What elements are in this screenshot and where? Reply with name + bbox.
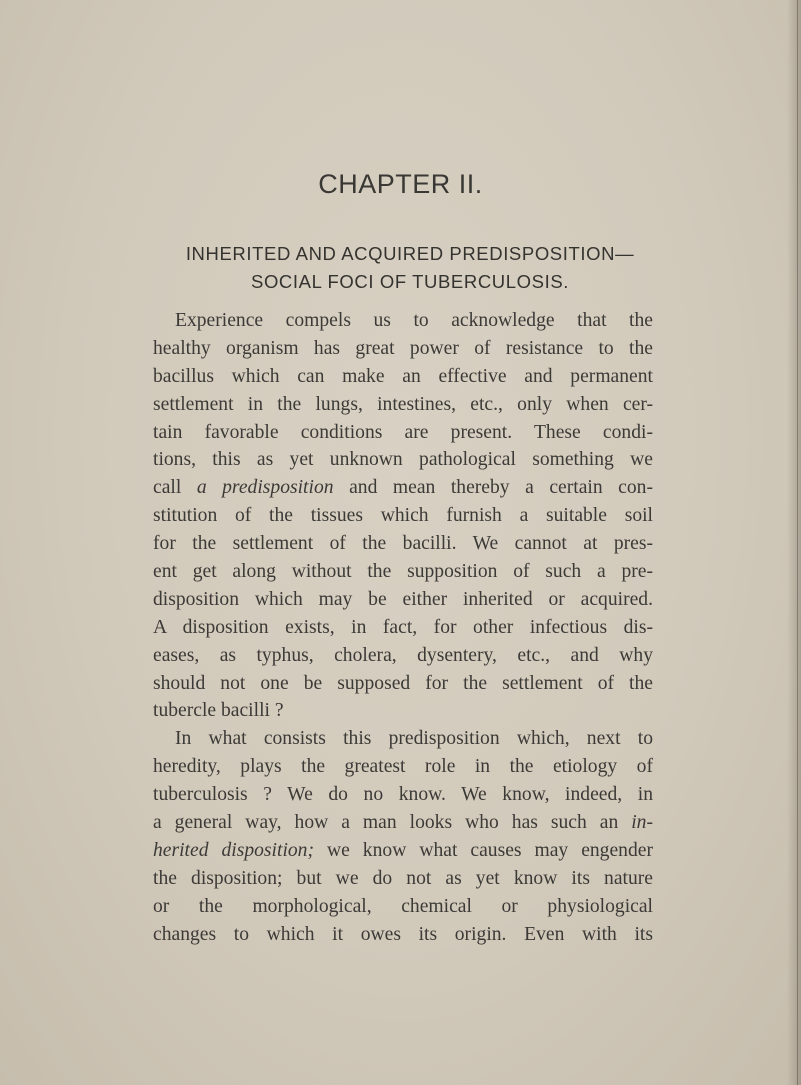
paragraph-2-line: In what consists this predisposition which, next to (175, 728, 653, 750)
paragraph-1-line: bacillus which can make an effective and permanent (153, 365, 653, 387)
paragraph-1-line: tain favorable conditions are present. These condi- (153, 421, 653, 443)
paragraph-1-line: tubercle bacilli ? (153, 700, 284, 722)
paragraph-2-line: tuberculosis ? We do no know. We know, indeed, in (153, 784, 653, 806)
text-segment: call (153, 477, 197, 499)
body-text (153, 307, 653, 948)
paragraph-1-line: stitution of the tissues which furnish a suitable soil (153, 505, 653, 527)
paragraph-2-line (153, 837, 653, 865)
text-segment: and mean thereby a certain con- (333, 477, 653, 499)
chapter-title: CHAPTER II. (318, 169, 483, 199)
paragraph-1-line: A disposition exists, in fact, for other infectious dis- (153, 616, 653, 638)
paragraph-1-line: should not one be supposed for the settlement of the (153, 672, 653, 694)
text-segment: a general way, how a man looks who has such an (153, 812, 632, 834)
page-edge-line (797, 0, 798, 1085)
paragraph-1-line: settlement in the lungs, intestines, etc., only when cer- (153, 393, 653, 415)
paragraph-1-line: ent get along without the supposition of such a pre- (153, 561, 653, 583)
paragraph-1-line: Experience compels us to acknowledge that the (175, 310, 653, 331)
paragraph-1-line: tions, this as yet unknown pathological something we (153, 449, 653, 471)
paragraph-1-line: healthy organism has great power of resistance to the (153, 337, 653, 359)
paragraph-1-line: eases, as typhus, cholera, dysentery, etc., and why (153, 644, 653, 666)
chapter-heading-line-1: INHERITED AND ACQUIRED PREDISPOSITION— (185, 243, 635, 264)
paragraph-1-line: for the settlement of the bacilli. We cannot at pres- (153, 533, 653, 555)
paragraph-2-line: changes to which it owes its origin. Even with its (153, 923, 653, 945)
page-edge-shadow (787, 0, 801, 1085)
text-segment: we know what causes may engender (314, 839, 653, 861)
paragraph-2-line: or the morphological, chemical or physiological (153, 895, 653, 917)
paragraph-1-line: disposition which may be either inherited or acquired. (153, 588, 653, 610)
paragraph-1-line (153, 474, 653, 502)
italic-term-inherited: in- (631, 812, 653, 834)
paragraph-2-line (153, 809, 653, 837)
italic-term-predisposition: a predisposition (196, 477, 334, 499)
paragraph-2-line: the disposition; but we do not as yet know its nature (153, 867, 653, 889)
paragraph-2-line: heredity, plays the greatest role in the etiology of (153, 756, 653, 778)
chapter-heading-line-2: SOCIAL FOCI OF TUBERCULOSIS. (251, 271, 569, 292)
italic-term-disposition: herited disposition; (153, 839, 315, 861)
